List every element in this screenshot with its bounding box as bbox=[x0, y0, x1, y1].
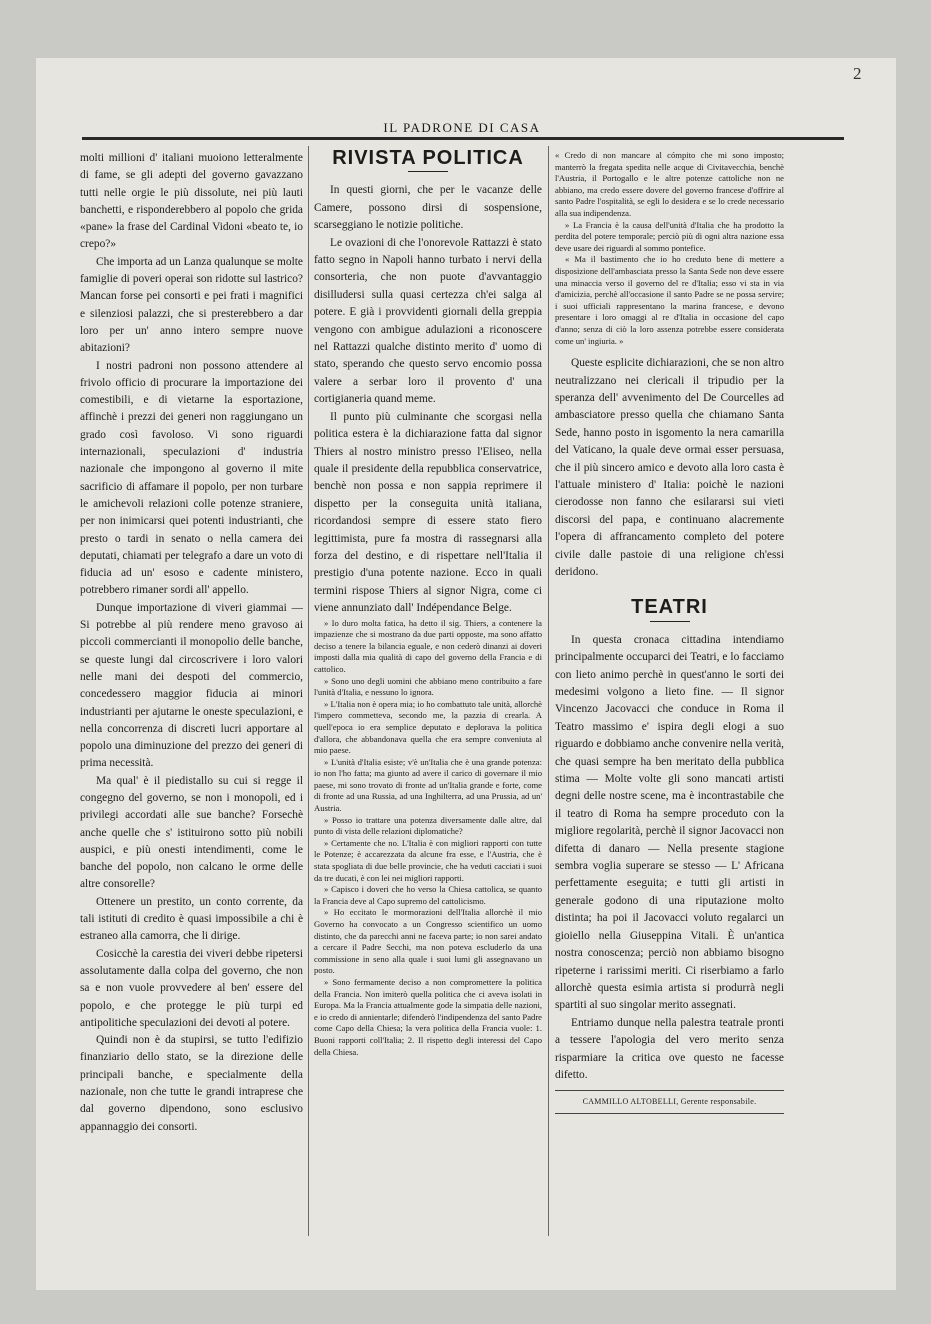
paragraph: In questa cronaca cittadina intendiamo principalmente occuparci dei Teatri, e lo facciamo con lieto animo perchè in quest'anno le sorti dei medesimi volgono a lieto fine. — Il signor Vincenzo Jacovacci che conduce in Roma il Teatro massimo e' ispira degli elogi a suo riguardo e dobbiamo anche convenire nella verità, che quasi sempre ha ben meritato della pubblica stima — Molte volte gli sono mancati artisti degni delle nostre scene, ma è incontrastabile che il teatro di Roma ha sempre proceduto con la migliore regolarità, perchè il signor Jacovacci non difetta di danaro — Nella presente stagione sembra voglia superare se stesso — L' Africana perfettamente eseguita; e tutti gli artisti in generale godono di una riputazione molto distinta; ha poi il Jacovacci voluto regalarci un gioiello nella Giuseppina Vitali. È un'antica nostra conoscenza; perciò non abbiamo bisogno ripeterne i rarissimi meriti. Ci riserbiamo a farlo allorchè questa esimia artista si produrrà negli spartiti al suo singolar merito assegnati. bbox=[555, 633, 784, 1012]
paragraph: Quindi non è da stupirsi, se tutto l'edifizio finanziario dello stato, se la direzione delle principali banche, e specialmente della nazionale, non che tutte le grandi intraprese che dal governo dipendono, sono esclusivo appannaggio dei consorti. bbox=[80, 1034, 303, 1133]
signature-line: CAMMILLO ALTOBELLI, Gerente responsabile. bbox=[555, 1090, 784, 1113]
paragraph: » Ho eccitato le mormorazioni dell'Italia allorchè il mio Governo ha convocato a un Congresso scientifico un uomo distinto, che da parecchi anni ne faceva parte; io non sarei andato a cercare il Padre Secchi, ma non poteva escluderlo da una commissione in seno alla quale i suoi lumi gli assegnavano un posto. bbox=[314, 907, 542, 976]
quoted-declaration-continued bbox=[555, 150, 784, 347]
paragraph: Le ovazioni di che l'onorevole Rattazzi è stato fatto segno in Napoli hanno turbato i nervi della consorteria, che non puote d'avvantaggio disilludersi sulla quasi certezza ch'ei salga al potere. E già i provvidenti giornali della greppia vengono con ambigue adulazioni a riconoscere nel Rattazzi qualche distinto merito d' uomo di stato, sperando che questo servo encomio possa valere a serbar loro il provento d' una cortigianeria quand meme. bbox=[314, 236, 542, 406]
paragraph: » Sono fermamente deciso a non compromettere la politica della Francia. Non imiterò quella politica che ci aveva isolati in Europa. Ma la Francia attualmente gode la simpatia delle nazioni, e io credo di annientarle; difenderò l'indipendenza del santo Padre come Capo della Chiesa; la vera politica della Francia vuole: 1. Buoni rapporti coll'Italia; 2. Il rispetto degli interessi del Capo della Chiesa. bbox=[314, 976, 542, 1057]
paragraph: » Sono uno degli uomini che abbiano meno contribuito a fare l'unità d'Italia, e nessuno lo ignora. bbox=[314, 675, 542, 698]
section-title-teatri: TEATRI bbox=[631, 596, 708, 619]
paragraph: « Ma il bastimento che io ho creduto bene di mettere a disposizione dell'ambasciata presso la Santa Sede non deve essere una minaccia verso il governo del re d'Italia; esso vi sta in via d'amicizia, perchè all'occasione il santo Padre se ne possa servire; i suoi ufficiali rappresentano la marina francese, e devono presentare i loro omaggi al re d'Italia in occasione del capo d'anno; senza di ciò la loro assenza potrebbe essere considerata come un' ingiuria. » bbox=[555, 254, 784, 346]
paragraph: « Credo di non mancare al cómpito che mi sono imposto; manterrò la fregata spedita nelle acque di Civitavecchia, benchè l'Austria, il Portogallo e le altre potenze cattoliche non ne abbiano, ma credo essere dovere del governo francese d'offrire al santo Padre l'ospitalità, se egli lo desidera e se lo crede necessario alla sua indipendenza. bbox=[555, 150, 784, 218]
paragraph: Cosicchè la carestia dei viveri debbe ripetersi assolutamente dalla colpa del governo, che non sa e non vuole provvedere al ben' essere del popolo, e che protegge le più turpi ed antipolitiche speculazioni dei devoti al potere. bbox=[80, 947, 303, 1029]
masthead-header: IL PADRONE DI CASA bbox=[383, 120, 541, 135]
page-number: 2 bbox=[853, 64, 862, 83]
section-title-rivista-politica: RIVISTA POLITICA bbox=[332, 150, 524, 169]
paragraph: » Certamente che no. L'Italia è con migliori rapporti con tutte le Potenze; è accarezzata da alcune fra esse, e l'Austria, che è stata spogliata di due belle provincie, che ha veduti cacciati i suoi da tre ducati, è con lei nei migliori rapporti. bbox=[314, 837, 542, 883]
paragraph: » La Francia è la causa dell'unità d'Italia che ha prodotto la perdita del potere temporale; perciò più di ogni altra nazione essa deve usare dei riguardi al sommo pontefice. bbox=[555, 219, 784, 253]
column-divider bbox=[308, 146, 309, 1236]
paragraph: » Capisco i doveri che ho verso la Chiesa cattolica, se quanto la Francia deve al Capo supremo del cattolicismo. bbox=[314, 884, 542, 906]
paragraph: I nostri padroni non possono attendere al frivolo officio di procurare la importazione dei comestibili, e di vietarne la esportazione, affinchè i prezzi dei generi non raggiungano un grado così favoloso. Vi sono riguardi internazionali, speculazioni d' industria nazionale che impongono al governo il mite sacrificio di affamare il popolo, per non turbare le amichevoli relazioni colle potenze straniere, per non inimicarsi quei potenti industrianti, che presto o tardi in senato o nella camera dei deputati, chiamati per telegrafo a dare un voto di fiducia ad un' esoso e cadente ministero, potrebbero rimaner sordi all' appello. bbox=[80, 359, 303, 597]
article-body bbox=[314, 182, 542, 617]
paragraph: » Posso io trattare una potenza diversamente dalle altre, dal punto di vista delle relazioni diplomatiche? bbox=[314, 814, 542, 837]
column-3 bbox=[555, 150, 784, 1114]
column-2 bbox=[314, 150, 542, 1058]
header-rule bbox=[82, 137, 844, 140]
column-1 bbox=[80, 150, 303, 1136]
quoted-declaration bbox=[314, 618, 542, 1059]
paragraph: molti millioni d' italiani muoiono letteralmente di fame, se gli adepti del governo gavazzano tutti nelle orgie le più dissolute, nei più lauti banchetti, e risponderebbero al popolo che grida «pane» la frase del Cardinal Vidoni «beato te, io crepo?» bbox=[80, 152, 303, 251]
paragraph: » Io duro molta fatica, ha detto il sig. Thiers, a contenere la impazienze che si mostrano da due parti opposte, ma sono affatto deciso a tenere la bilancia eguale, e non cederò dinanzi ai doveri imposti dalla mia qualità di capo del governo della Francia e di cattolico. bbox=[314, 617, 542, 674]
paragraph: Ma qual' è il piedistallo su cui si regge il congegno del governo, se non i monopoli, ed i privilegi accordati alle sue banche? Forsechè anche quelle che s' istituirono sotto più nobili auspici, e più onesti intendimenti, come le banche del popolo, non calcano le orme delle altre consorelle? bbox=[80, 774, 303, 891]
paragraph: Dunque importazione di viveri giammai — Si potrebbe al più rendere meno gravoso ai piccoli commercianti il monopolio delle banche, se queste lungi dal circoscrivere i loro valori nelle mani dei despoti del commercio, concedessero maggior fiducia ai minori industrianti per ajutarne le oneste speculazioni, e nella concorrenza di discreti lucri apportare al popolo una diminuzione del prezzo dei generi di prima necessità. bbox=[80, 601, 303, 770]
paragraph: Che importa ad un Lanza qualunque se molte famiglie di poveri operai son ridotte sul lastrico? Mancan forse pei consorti e pei frati i magnifici e silenziosi palazzi, che si presterebbero a dar loro per un' anno intero sempre nuove abitazioni? bbox=[80, 255, 303, 355]
column-divider bbox=[548, 146, 549, 1236]
article-body bbox=[555, 355, 784, 581]
title-rule bbox=[650, 621, 690, 622]
title-rule bbox=[408, 171, 448, 172]
paragraph: Entriamo dunque nella palestra teatrale pronti a tessere l'apologia del vero merito senza risparmiare la critica ove questo ne facesse difetto. bbox=[555, 1016, 784, 1081]
paragraph: » L'unità d'Italia esiste; v'è un'Italia che è una grande potenza: io non l'ho fatta; ma giunto ad avere il carico di governare il mio paese, mi sono trovato di fronte ad un'Italia grande e forte, come di fronte ad una Russia, ad una Inghilterra, ad una Prussia, ad un' Austria. bbox=[314, 756, 542, 814]
paragraph: In questi giorni, che per le vacanze delle Camere, possono dirsi di sospensione, scarseggiano le notizie politiche. bbox=[314, 184, 542, 232]
paragraph: Queste esplicite dichiarazioni, che se non altro neutralizzano nei clericali il tripudio per la speranza dell' avvenimento del De Courcelles ad ambasciatore presso quella che chiamano Santa Sede, hanno posto in isgomento la nera camarilla del Vaticano, la quale deve ormai esser persuasa, che il più sincero amico e devoto alla loro casta è l'attuale ministero d' Italia: poichè le nazioni cierodosse non fanno che esilararsi sui vieti discorsi del papa, e continuano alacremente l'opera di affrancamento completo del potere civile dalle pastoie di una religione ch'essi deridono. bbox=[555, 357, 784, 578]
paragraph: Ottenere un prestito, un conto corrente, da tali istituti di credito è quasi impossibile a chi è estraneo alla camorra, che li dirige. bbox=[80, 895, 303, 943]
theatre-article-body bbox=[555, 632, 784, 1085]
paragraph: » L'Italia non è opera mia; io ho combattuto tale unità, allorchè l'impero commetteva, secondo me, la pazzia di crearla. A quell'epoca io era semplice deputato e deplorava la politica d'allora, che abbandonava quella che era sempre conveniuta al mio paese. bbox=[314, 698, 542, 756]
paragraph: Il punto più culminante che scorgasi nella politica estera è la dichiarazione fatta dal signor Thiers al nostro ministro presso l'Eliseo, nella quale il presidente della repubblica conservatrice, benchè non possa e non sappia reprimere il dispetto per la conseguita unità italiana, ricordandosi sempre di essere stato fiero legittimista, pure fa mostra di rassegnarsi alla forza del destino, e di rispettare nell'Italia il prestigio d'una potente nazione. Ecco in quali termini rispose Thiers al signor Nigra, come ci viene annunziato dall' Indépendance Belge. bbox=[314, 410, 542, 615]
